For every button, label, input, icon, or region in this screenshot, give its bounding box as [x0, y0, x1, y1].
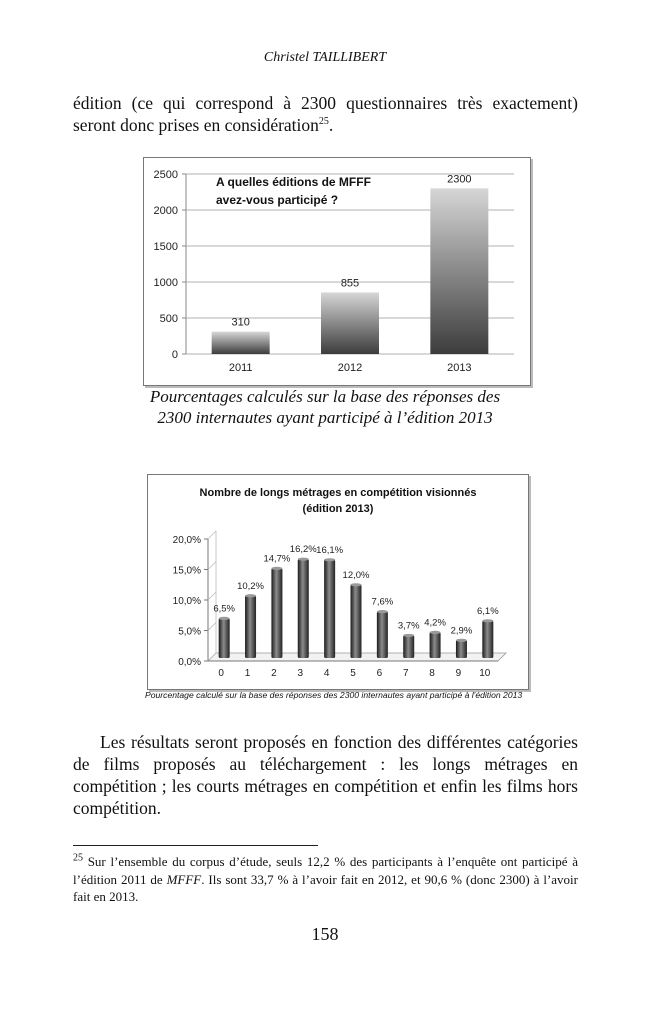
y-tick-label: 10,0% [172, 596, 201, 607]
x-tick-label: 9 [455, 668, 462, 679]
x-tick-label: 8 [429, 668, 435, 679]
chart-editions-svg [144, 158, 530, 385]
bar [430, 188, 488, 354]
data-label: 2,9% [450, 625, 473, 637]
footnote-separator [73, 845, 318, 846]
bar [351, 585, 362, 658]
x-tick-label: 7 [402, 668, 409, 679]
chart-source-note: Pourcentage calculé sur la base des réponses des 2300 internautes ayant participé à l'édition 2013 [145, 690, 523, 700]
bar [456, 640, 467, 658]
chart-title-line-2: avez-vous participé ? [216, 193, 339, 207]
chart-title-line-1: A quelles éditions de MFFF [216, 175, 371, 189]
y-tick-label: 15,0% [172, 565, 201, 577]
data-label: 14,7% [263, 553, 291, 565]
bar [245, 596, 256, 658]
y-tick-label: 2500 [153, 169, 178, 181]
data-label: 7,6% [371, 596, 394, 608]
x-tick-label: 6 [376, 668, 383, 679]
paragraph-intro-text: édition (ce qui correspond à 2300 questionnaires très exactement) seront donc prises en considération [73, 93, 578, 135]
y-tick-label: 5,0% [178, 626, 201, 638]
footnote-emphasis: MFFF [166, 871, 202, 887]
bar [430, 632, 441, 658]
x-tick-label: 1 [244, 668, 251, 679]
bar-top [377, 610, 388, 613]
figure-caption: Pourcentages calculés sur la base des réponses des 2300 internautes ayant participé à l’édition 2013 [149, 387, 501, 427]
x-tick-label: 3 [297, 668, 304, 679]
footnote [73, 853, 578, 906]
data-label: 2300 [447, 173, 472, 186]
data-label: 16,2% [289, 544, 317, 556]
bar-top [403, 634, 414, 637]
data-label: 16,1% [316, 544, 344, 556]
bar-top [351, 583, 362, 586]
running-header: Christel TAILLIBERT [263, 50, 387, 65]
y-tick-depth [208, 623, 216, 631]
bar [321, 292, 379, 354]
chart-editions [143, 157, 531, 386]
page-number: 158 [311, 924, 339, 944]
x-tick-label: 2012 [337, 362, 363, 374]
y-tick-label: 0,0% [178, 657, 201, 668]
paragraph-intro-end: . [328, 115, 334, 135]
y-tick-depth [208, 592, 216, 600]
bar-top [430, 631, 441, 634]
x-tick-label: 5 [350, 668, 356, 679]
footnote-text-a: Sur l’ensemble du corpus d’étude, seuls 12,2 % des participants à l’enquête ont participé à l’édition 2011 de [73, 854, 578, 887]
bar [271, 568, 282, 658]
data-label: 6,1% [476, 605, 499, 617]
y-tick-depth [208, 562, 216, 570]
bar-top [298, 558, 309, 561]
data-label: 6,5% [213, 603, 236, 615]
bar [298, 559, 309, 658]
bar-top [271, 567, 282, 570]
bar-top [245, 594, 256, 597]
x-tick-label: 2013 [447, 362, 472, 374]
paragraph-intro [73, 92, 578, 136]
data-label: 4,2% [424, 617, 446, 629]
x-tick-label: 0 [218, 668, 224, 679]
chart-subtitle: (édition 2013) [302, 503, 374, 515]
footnote-number: 25 [73, 852, 83, 864]
x-tick-label: 4 [323, 668, 330, 679]
bar [324, 560, 335, 658]
data-label: 310 [231, 316, 250, 329]
paragraph-results: Les résultats seront proposés en fonction des différentes catégories de films proposés au téléchargement : les longs métrages en compétition ; les courts métrages en compétition et enfin les films hors compétition. [73, 732, 578, 818]
y-tick-label: 0 [171, 349, 178, 361]
bar [482, 621, 493, 658]
y-tick-label: 1500 [153, 241, 178, 253]
bar [212, 332, 270, 354]
y-tick-label: 1000 [153, 277, 178, 289]
x-tick-label: 2011 [228, 362, 253, 374]
chart-title: Nombre de longs métrages en compétition visionnés [199, 487, 477, 499]
chart-films-watched [147, 474, 529, 690]
y-tick-depth [208, 531, 216, 539]
bar-top [482, 619, 493, 622]
bar-top [324, 558, 335, 561]
y-tick-label: 20,0% [172, 535, 201, 546]
bar-top [219, 617, 230, 620]
bar [403, 635, 414, 658]
x-tick-label: 10 [479, 668, 491, 679]
x-tick-label: 2 [271, 668, 277, 679]
data-label: 3,7% [397, 620, 420, 632]
y-tick-label: 500 [159, 313, 178, 325]
data-label: 12,0% [342, 569, 370, 581]
y-tick-label: 2000 [153, 205, 178, 217]
bar-top [456, 639, 467, 642]
footnote-reference: 25 [318, 116, 329, 128]
data-label: 10,2% [237, 580, 265, 592]
data-label: 855 [340, 277, 360, 290]
bar [219, 618, 230, 658]
footnote-text-b: . Ils sont 33,7 % à l’avoir fait en 2012, et 90,6 % (donc 2300) à l’avoir fait en 2013. [73, 871, 578, 904]
chart-films-watched-svg [148, 475, 528, 689]
bar [377, 612, 388, 658]
